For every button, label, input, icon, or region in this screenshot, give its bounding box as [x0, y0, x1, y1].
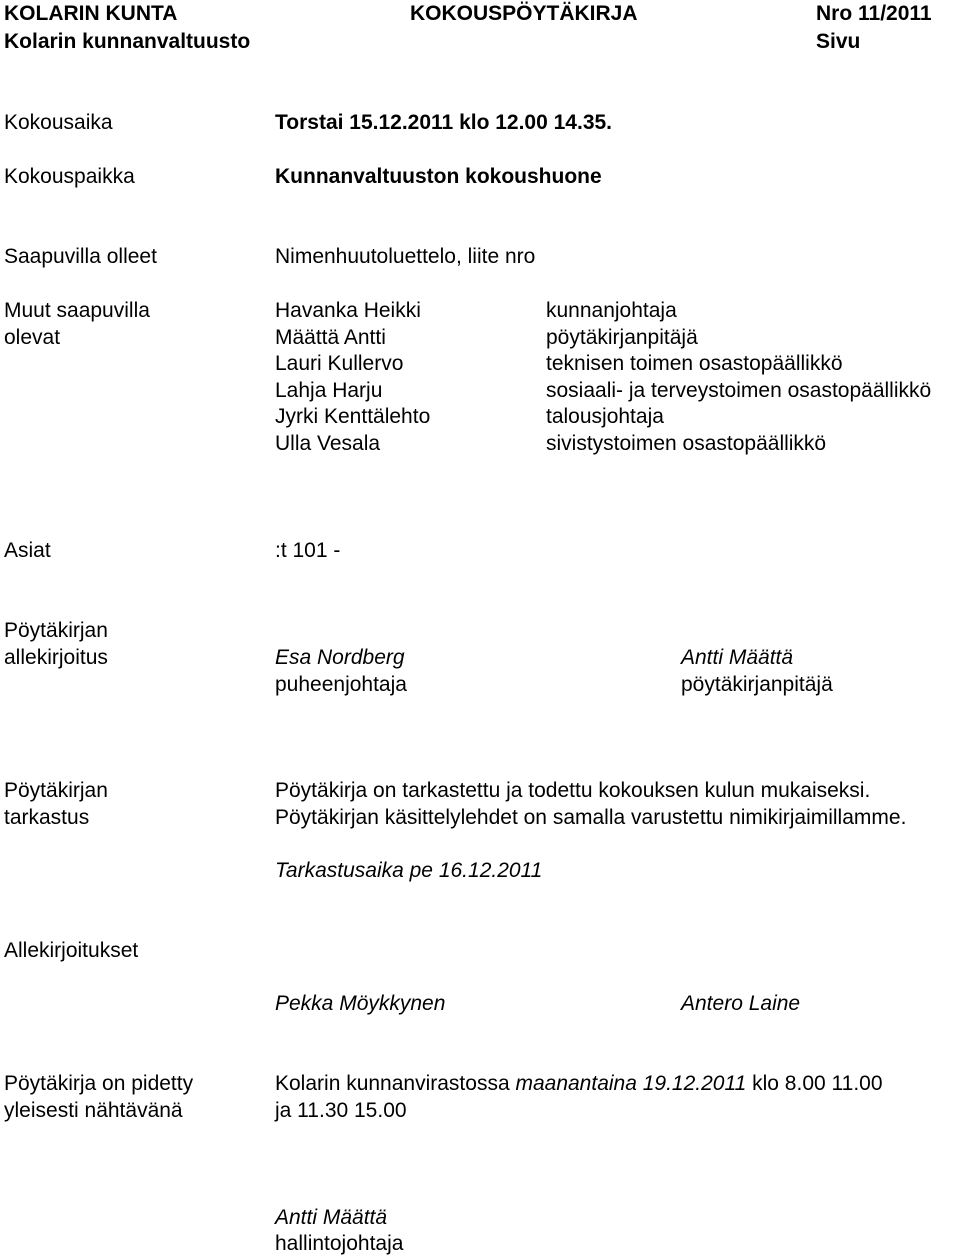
page-label: Sivu: [816, 30, 861, 53]
matters-value: :t 101 -: [275, 539, 341, 562]
others-label-line-1: Muut saapuvilla: [4, 299, 150, 322]
attendee-role: talousjohtaja: [546, 405, 664, 428]
meeting-time-value: Torstai 15.12.2011 klo 12.00 14.35.: [275, 111, 613, 134]
review-label-line-1: Pöytäkirjan: [4, 779, 108, 802]
attendee-role: kunnanjohtaja: [546, 299, 677, 322]
council-name: Kolarin kunnanvaltuusto: [4, 30, 251, 53]
signing-label-line-1: Pöytäkirjan: [4, 619, 108, 642]
others-label-line-2: olevat: [4, 326, 61, 349]
public-display-time: klo 8.00 11.00: [746, 1072, 883, 1095]
signatures-label: Allekirjoitukset: [4, 939, 139, 962]
chair-signature-name: Esa Nordberg: [275, 646, 405, 669]
attendee-role: teknisen toimen osastopäällikkö: [546, 352, 843, 375]
present-label: Saapuvilla olleet: [4, 245, 157, 268]
public-label-line-2: yleisesti nähtävänä: [4, 1099, 183, 1122]
review-statement-line-2: Pöytäkirjan käsittelylehdet on samalla varustettu nimikirjaimillamme.: [275, 806, 907, 829]
reviewer-signature-1: Pekka Möykkynen: [275, 992, 446, 1015]
meeting-place-value: Kunnanvaltuuston kokoushuone: [275, 165, 602, 188]
public-display-weekday: maanantaina: [515, 1072, 637, 1095]
public-display-place: Kolarin kunnanvirastossa: [275, 1072, 516, 1095]
meeting-time-label: Kokousaika: [4, 111, 113, 134]
secretary-signature-name: Antti Määttä: [681, 646, 794, 669]
attendee-name: Ulla Vesala: [275, 432, 381, 455]
secretary-role: pöytäkirjanpitäjä: [681, 673, 833, 696]
certifier-signature-name: Antti Määttä: [275, 1206, 388, 1229]
document-type: KOKOUSPÖYTÄKIRJA: [410, 2, 638, 25]
public-display-time-2: ja 11.30 15.00: [275, 1099, 407, 1122]
public-label-line-1: Pöytäkirja on pidetty: [4, 1072, 194, 1095]
signing-label-line-2: allekirjoitus: [4, 646, 108, 669]
review-statement-line-1: Pöytäkirja on tarkastettu ja todettu kokouksen kulun mukaiseksi.: [275, 779, 871, 802]
attendee-name: Lauri Kullervo: [275, 352, 404, 375]
attendee-name: Määttä Antti: [275, 326, 386, 349]
attendee-name: Jyrki Kenttälehto: [275, 405, 431, 428]
municipality-name: KOLARIN KUNTA: [4, 2, 178, 25]
certifier-title: hallintojohtaja: [275, 1232, 404, 1255]
chair-role: puheenjohtaja: [275, 673, 407, 696]
public-display-details: [275, 1070, 883, 1097]
matters-label: Asiat: [4, 539, 51, 562]
review-time: Tarkastusaika pe 16.12.2011: [275, 859, 543, 882]
meeting-place-label: Kokouspaikka: [4, 165, 135, 188]
attendee-role: pöytäkirjanpitäjä: [546, 326, 698, 349]
reviewer-signature-2: Antero Laine: [681, 992, 801, 1015]
present-value: Nimenhuutoluettelo, liite nro: [275, 245, 536, 268]
public-display-date: 19.12.2011: [636, 1072, 747, 1095]
attendee-role: sosiaali- ja terveystoimen osastopäällikkö: [546, 379, 932, 402]
attendee-role: sivistystoimen osastopäällikkö: [546, 432, 827, 455]
review-label-line-2: tarkastus: [4, 806, 90, 829]
attendee-name: Havanka Heikki: [275, 299, 421, 322]
attendee-name: Lahja Harju: [275, 379, 383, 402]
document-number: Nro 11/2011: [816, 2, 932, 25]
